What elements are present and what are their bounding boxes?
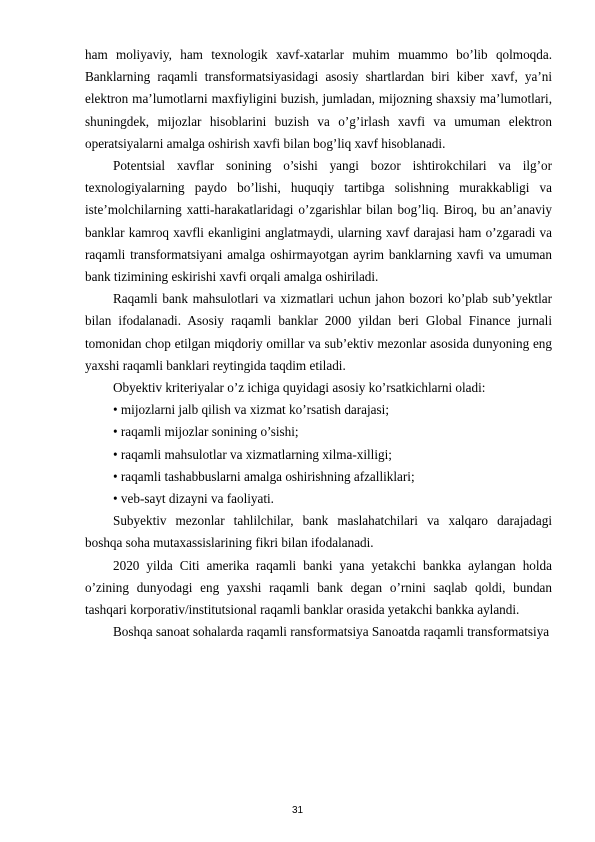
paragraph-cyber-risk: ham moliyaviy, ham texnologik xavf-xatarlar muhim muammo bo’lib qolmoqda. Banklarning raqamli transformatsiyasidagi asosiy shartlardan biri kiber xavf, ya’ni elektron ma’lumotlarni maxfiyligini buzish, jumladan, mijozning shaxsiy ma’lumotlari, shuningdek, mijozlar hisoblarini buzish va o’g’irlash xavfi va umuman elektron operatsiyalarni amalga oshirish xavfi bilan bog’liq xavf hisoblanadi. (85, 47, 552, 151)
list-item: • raqamli mijozlar sonining o’sishi; (113, 424, 299, 440)
list-item: • raqamli mahsulotlar va xizmatlarning xilma-xilligi; (113, 446, 392, 462)
paragraph-other-industries: Boshqa sanoat sohalarda raqamli ransformatsiya Sanoatda raqamli transformatsiya (113, 624, 550, 640)
list-item: • raqamli tashabbuslarni amalga oshirishning afzalliklari; (113, 468, 415, 484)
paragraph-subjective-criteria: Subyektiv mezonlar tahlilchilar, bank maslahatchilari va xalqaro darajadagi boshqa soha mutaxassislarining fikri bilan ifodalanadi. (85, 513, 552, 551)
paragraph-potential-risks: Potentsial xavflar sonining o’sishi yangi bozor ishtirokchilari va ilg’or texnologiyalarning paydo bo’lishi, huquqiy tartibga solishning murakkabligi va iste’molchilarning xatti-harakatlaridagi o’zgarishlar bilan bog’liq. Biroq, bu an’anaviy banklar kamroq xavfli ekanligini anglatmaydi, ularning xavf darajasi ham o’zgaradi va raqamli transformatsiyani amalga oshirmayotgan ayrim banklarning xavfi va umuman bank tizimining eskirishi xavfi orqali amalga oshiriladi. (85, 158, 552, 285)
paragraph-digital-bank-market: Raqamli bank mahsulotlari va xizmatlari uchun jahon bozori ko’plab sub’yektlar bilan ifodalanadi. Asosiy raqamli banklar 2000 yildan beri Global Finance jurnali tomonidan chop etilgan miqdoriy omillar va sub’ektiv mezonlar asosida dunyoning eng yaxshi raqamli banklari reytingida taqdim etiladi. (85, 291, 552, 373)
paragraph-objective-criteria: Obyektiv kriteriyalar o’z ichiga quyidagi asosiy ko’rsatkichlarni oladi: (113, 380, 486, 396)
paragraph-citi-bank: 2020 yilda Citi amerika raqamli banki yana yetakchi bankka aylangan holda o’zining dunyodagi eng yaxshi raqamli bank degan o’rnini saqlab qoldi, bundan tashqari korporativ/institutsional raqamli banklar orasida yetakchi bankka aylandi. (85, 557, 552, 618)
list-item: • veb-sayt dizayni va faoliyati. (113, 491, 274, 507)
criteria-list (85, 399, 552, 510)
page-number: 31 (291, 805, 304, 816)
document-page (85, 44, 552, 643)
list-item: • mijozlarni jalb qilish va xizmat ko’rsatish darajasi; (113, 402, 389, 418)
